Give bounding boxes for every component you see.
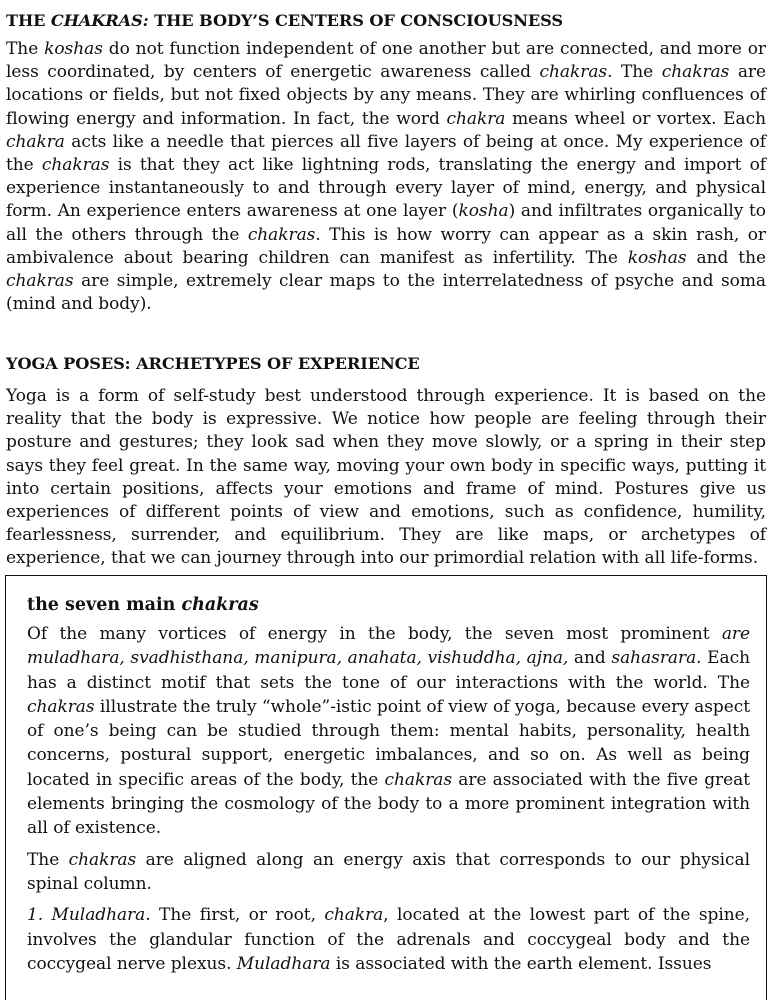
section-heading-chakras: THE CHAKRAS: THE BODY’S CENTERS OF CONSCIOUSNESS bbox=[6, 11, 563, 30]
sidebar-box-content bbox=[27, 594, 750, 983]
paragraph-yoga-poses: Yoga is a form of self-study best understood through experience. It is based on the reality that the body is expressive. We notice how people are feeling through their posture and gestures; they look sad when they move slowly, or a spring in their step says they feel great. In the same way, moving your own body in specific ways, putting it into certain positions, affects your emotions and frame of mind. Postures give us experiences of different points of view and emotions, such as confidence, humility, fearlessness, surrender, and equilibrium. They are like maps, or archetypes of experience, that we can journey through into our primordial relation with all life-forms. bbox=[6, 386, 766, 569]
sidebar-paragraph-2: The chakras are aligned along an energy axis that corresponds to our physical spinal column. bbox=[27, 849, 750, 894]
paragraph-chakras: The koshas do not function independent of one another but are connected, and more or less coordinated, by centers of energetic awareness called chakras. The chakras are locations or fields, but not fixed objects by any means. They are whirling confluences of flowing energy and information. In fact, the word chakra means wheel or vortex. Each chakra acts like a needle that pierces all five layers of being at once. My experience of the chakras is that they act like lightning rods, translating the energy and import of experience instantaneously to and through every layer of mind, energy, and physical form. An experience enters awareness at one layer (kosha) and infiltrates organically to all the others through the chakras. This is how worry can appear as a skin rash, or ambivalence about bearing children can manifest as infertility. The koshas and the chakras are simple, extremely clear maps to the interrelatedness of psyche and soma (mind and body). bbox=[6, 39, 766, 315]
section-yoga-poses bbox=[6, 353, 766, 571]
section-heading-yoga-poses: YOGA POSES: ARCHETYPES OF EXPERIENCE bbox=[6, 354, 420, 373]
sidebar-box-title: the seven main chakras bbox=[27, 595, 259, 615]
sidebar-paragraph-1: Of the many vortices of energy in the body, the seven most prominent are muladhara, svadhisthana, manipura, anahata, vishuddha, ajna, and sahasrara. Each has a distinct motif that sets the tone of our interactions with the world. The chakras illustrate the truly “whole”-istic point of view of yoga, because every aspect of one’s being can be studied through them: mental habits, personality, health concerns, postural support, energetic imbalances, and so on. As well as being located in specific areas of the body, the chakras are associated with the five great elements bringing the cosmology of the body to a more prominent integration with all of existence. bbox=[27, 624, 750, 839]
sidebar-box-seven-chakras bbox=[5, 575, 767, 1000]
section-chakras bbox=[6, 10, 766, 316]
sidebar-paragraph-3: 1. Muladhara. The first, or root, chakra, located at the lowest part of the spine, involves the glandular function of the adrenals and coccygeal body and the coccygeal nerve plexus. Muladhara is associated with the earth element. Issues bbox=[27, 905, 750, 974]
